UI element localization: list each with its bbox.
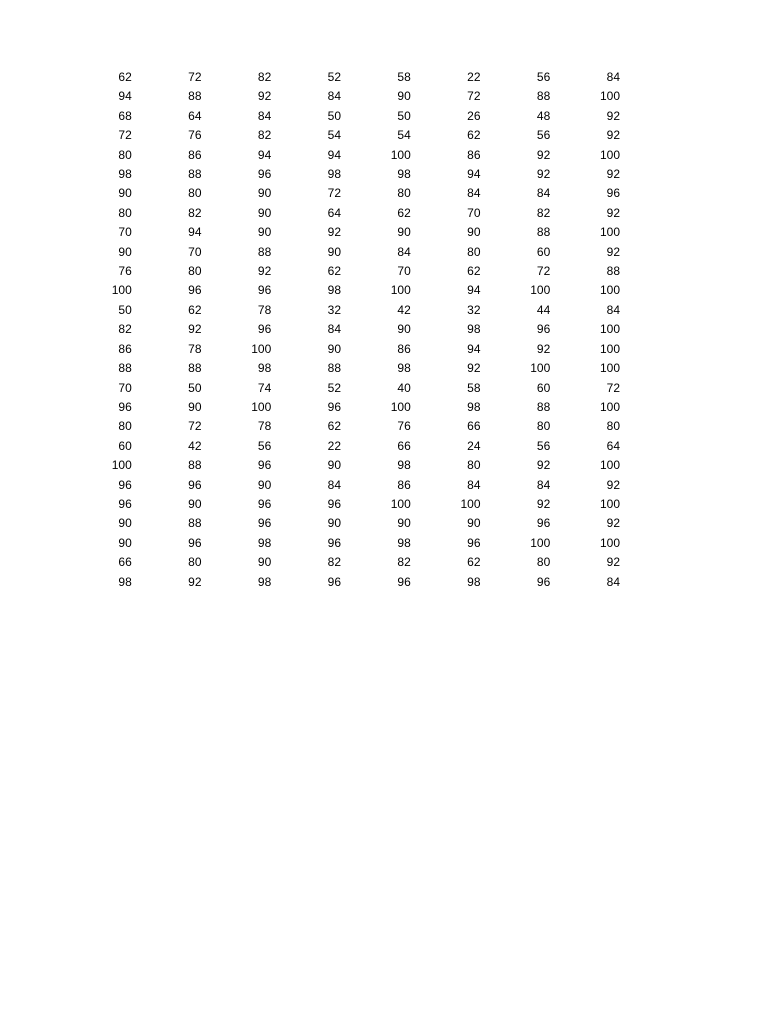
table-cell: 80 (118, 419, 132, 434)
table-cell: 100 (599, 147, 620, 162)
table-cell: 80 (467, 244, 481, 259)
table-cell: 86 (118, 341, 132, 356)
table-cell: 92 (606, 128, 620, 143)
table-cell: 78 (257, 302, 272, 317)
table-cell: 82 (397, 555, 411, 570)
table-cell: 88 (188, 89, 202, 104)
table-row (62, 398, 620, 417)
table-cell: 72 (327, 186, 341, 201)
table-row (62, 262, 620, 281)
table-cell: 84 (327, 477, 341, 492)
table-cell: 66 (118, 555, 132, 570)
table-cell: 100 (460, 496, 481, 511)
table-cell: 100 (599, 341, 620, 356)
data-table (62, 68, 620, 592)
table-cell: 96 (188, 535, 202, 550)
table-cell: 98 (397, 361, 411, 376)
table-cell: 100 (390, 147, 411, 162)
table-row (62, 68, 620, 87)
table-cell: 92 (606, 516, 620, 531)
table-cell: 70 (397, 264, 411, 279)
table-cell: 86 (467, 147, 481, 162)
table-cell: 80 (606, 419, 620, 434)
table-cell: 72 (118, 128, 132, 143)
table-cell: 100 (390, 496, 411, 511)
table-cell: 84 (467, 186, 481, 201)
table-row (62, 573, 620, 592)
table-cell: 92 (257, 89, 272, 104)
table-cell: 100 (599, 89, 620, 104)
table-cell: 72 (606, 380, 620, 395)
table-cell: 54 (327, 128, 341, 143)
table-cell: 90 (467, 516, 481, 531)
table-cell: 90 (257, 477, 272, 492)
table-cell: 52 (327, 70, 341, 84)
table-row (62, 417, 620, 436)
table-row (62, 165, 620, 184)
table-cell: 90 (467, 225, 481, 240)
table-cell: 84 (467, 477, 481, 492)
table-cell: 96 (257, 516, 272, 531)
table-cell: 88 (188, 361, 202, 376)
table-cell: 98 (467, 399, 481, 414)
table-cell: 96 (327, 399, 341, 414)
table-cell: 100 (530, 535, 551, 550)
table-cell: 100 (599, 361, 620, 376)
table-row (62, 146, 620, 165)
table-row (62, 476, 620, 495)
table-cell: 96 (257, 322, 272, 337)
table-cell: 60 (536, 380, 551, 395)
table-row (62, 320, 620, 339)
table-cell: 90 (327, 244, 341, 259)
table-cell: 64 (327, 205, 341, 220)
table-cell: 80 (188, 264, 202, 279)
table-cell: 96 (327, 535, 341, 550)
table-cell: 98 (467, 322, 481, 337)
table-row (62, 379, 620, 398)
table-cell: 100 (599, 225, 620, 240)
table-cell: 62 (118, 70, 132, 84)
table-cell: 82 (327, 555, 341, 570)
table-cell: 84 (257, 108, 272, 123)
table-cell: 64 (606, 438, 620, 453)
table-cell: 90 (397, 225, 411, 240)
table-cell: 82 (257, 70, 272, 84)
table-cell: 96 (606, 186, 620, 201)
table-cell: 32 (327, 302, 341, 317)
table-cell: 50 (188, 380, 202, 395)
table-cell: 56 (536, 128, 551, 143)
table-cell: 42 (397, 302, 411, 317)
table-cell: 60 (118, 438, 132, 453)
table-cell: 70 (118, 380, 132, 395)
table-cell: 22 (467, 70, 481, 84)
table-cell: 92 (188, 574, 202, 589)
table-cell: 88 (188, 516, 202, 531)
table-cell: 98 (327, 167, 341, 182)
table-cell: 62 (397, 205, 411, 220)
table-cell: 48 (536, 108, 551, 123)
table-cell: 98 (257, 535, 272, 550)
table-row (62, 126, 620, 145)
table-cell: 92 (536, 167, 551, 182)
table-cell: 62 (327, 419, 341, 434)
table-cell: 84 (397, 244, 411, 259)
table-row (62, 301, 620, 320)
table-cell: 44 (536, 302, 551, 317)
table-cell: 84 (327, 89, 341, 104)
table-cell: 58 (397, 70, 411, 84)
table-cell: 92 (467, 361, 481, 376)
table-cell: 90 (397, 89, 411, 104)
table-cell: 78 (257, 419, 272, 434)
table-cell: 96 (188, 283, 202, 298)
table-cell: 98 (118, 167, 132, 182)
table-cell: 90 (327, 458, 341, 473)
table-cell: 50 (118, 302, 132, 317)
table-cell: 100 (111, 458, 132, 473)
table-cell: 50 (327, 108, 341, 123)
table-cell: 80 (118, 147, 132, 162)
table-cell: 88 (257, 244, 272, 259)
table-cell: 86 (397, 341, 411, 356)
table-cell: 90 (397, 516, 411, 531)
table-cell: 70 (118, 225, 132, 240)
table-cell: 76 (118, 264, 132, 279)
table-cell: 64 (188, 108, 202, 123)
table-cell: 96 (118, 496, 132, 511)
table-cell: 62 (188, 302, 202, 317)
table-cell: 96 (536, 516, 551, 531)
table-row (62, 223, 620, 242)
table-cell: 100 (251, 399, 272, 414)
table-cell: 90 (257, 186, 272, 201)
table-cell: 96 (327, 496, 341, 511)
table-cell: 62 (327, 264, 341, 279)
table-cell: 80 (118, 205, 132, 220)
table-cell: 80 (188, 555, 202, 570)
table-cell: 82 (257, 128, 272, 143)
table-cell: 88 (327, 361, 341, 376)
table-cell: 24 (467, 438, 481, 453)
table-cell: 90 (397, 322, 411, 337)
table-cell: 94 (467, 167, 481, 182)
table-cell: 92 (536, 147, 551, 162)
table-cell: 92 (327, 225, 341, 240)
table-cell: 100 (530, 283, 551, 298)
table-row (62, 243, 620, 262)
table-cell: 82 (188, 205, 202, 220)
table-cell: 100 (599, 496, 620, 511)
table-cell: 94 (118, 89, 132, 104)
table-cell: 58 (467, 380, 481, 395)
table-cell: 100 (599, 399, 620, 414)
table-cell: 96 (467, 535, 481, 550)
table-cell: 66 (467, 419, 481, 434)
table-cell: 80 (536, 419, 551, 434)
table-cell: 82 (118, 322, 132, 337)
table-cell: 98 (397, 535, 411, 550)
table-cell: 72 (188, 419, 202, 434)
table-cell: 88 (536, 225, 551, 240)
table-cell: 96 (536, 574, 551, 589)
table-cell: 52 (327, 380, 341, 395)
table-cell: 98 (257, 361, 272, 376)
table-cell: 84 (606, 574, 620, 589)
table-cell: 100 (599, 322, 620, 337)
table-cell: 92 (536, 458, 551, 473)
table-cell: 100 (390, 283, 411, 298)
table-cell: 76 (397, 419, 411, 434)
table-cell: 98 (327, 283, 341, 298)
table-cell: 92 (606, 167, 620, 182)
table-cell: 50 (397, 108, 411, 123)
table-cell: 94 (257, 147, 272, 162)
table-cell: 94 (188, 225, 202, 240)
table-cell: 90 (327, 341, 341, 356)
table-cell: 90 (327, 516, 341, 531)
table-row (62, 553, 620, 572)
table-cell: 80 (188, 186, 202, 201)
table-cell: 84 (536, 186, 551, 201)
table-row (62, 359, 620, 378)
table-cell: 70 (188, 244, 202, 259)
table-cell: 80 (467, 458, 481, 473)
table-row (62, 456, 620, 475)
table-cell: 96 (257, 496, 272, 511)
table-cell: 70 (467, 205, 481, 220)
table-cell: 98 (397, 458, 411, 473)
table-cell: 56 (536, 70, 551, 84)
table-cell: 54 (397, 128, 411, 143)
table-cell: 96 (118, 477, 132, 492)
table-cell: 96 (118, 399, 132, 414)
table-cell: 96 (188, 477, 202, 492)
table-cell: 86 (188, 147, 202, 162)
table-row (62, 437, 620, 456)
table-body (62, 68, 620, 592)
table-cell: 60 (536, 244, 551, 259)
table-cell: 82 (536, 205, 551, 220)
table-cell: 90 (118, 535, 132, 550)
table-cell: 92 (188, 322, 202, 337)
table-cell: 96 (257, 167, 272, 182)
table-cell: 90 (188, 496, 202, 511)
table-cell: 92 (606, 477, 620, 492)
table-cell: 62 (467, 555, 481, 570)
table-cell: 88 (188, 458, 202, 473)
table-cell: 80 (536, 555, 551, 570)
table-cell: 96 (257, 283, 272, 298)
table-cell: 88 (188, 167, 202, 182)
table-row (62, 534, 620, 553)
table-cell: 100 (111, 283, 132, 298)
table-cell: 88 (536, 399, 551, 414)
table-cell: 92 (606, 555, 620, 570)
table-row (62, 281, 620, 300)
table-cell: 92 (606, 108, 620, 123)
table-cell: 62 (467, 264, 481, 279)
table-cell: 42 (188, 438, 202, 453)
table-cell: 26 (467, 108, 481, 123)
table-cell: 78 (188, 341, 202, 356)
table-cell: 92 (257, 264, 272, 279)
table-cell: 22 (327, 438, 341, 453)
table-cell: 84 (536, 477, 551, 492)
table-cell: 98 (257, 574, 272, 589)
table-row (62, 184, 620, 203)
table-cell: 96 (536, 322, 551, 337)
table-cell: 96 (397, 574, 411, 589)
table-row (62, 340, 620, 359)
table-cell: 68 (118, 108, 132, 123)
table-cell: 90 (118, 244, 132, 259)
table-row (62, 204, 620, 223)
table-cell: 88 (118, 361, 132, 376)
table-cell: 100 (251, 341, 272, 356)
table-cell: 92 (536, 496, 551, 511)
table-cell: 32 (467, 302, 481, 317)
table-cell: 96 (257, 458, 272, 473)
table-cell: 94 (467, 283, 481, 298)
table-cell: 100 (599, 458, 620, 473)
table-cell: 92 (606, 205, 620, 220)
table-cell: 84 (606, 302, 620, 317)
table-cell: 40 (397, 380, 411, 395)
table-cell: 84 (606, 70, 620, 84)
table-cell: 92 (536, 341, 551, 356)
table-row (62, 107, 620, 126)
table-cell: 90 (118, 516, 132, 531)
table-cell: 80 (397, 186, 411, 201)
table-cell: 88 (606, 264, 620, 279)
table-cell: 96 (327, 574, 341, 589)
table-cell: 88 (536, 89, 551, 104)
table-cell: 62 (467, 128, 481, 143)
table-cell: 100 (599, 283, 620, 298)
table-cell: 92 (606, 244, 620, 259)
table-cell: 90 (257, 225, 272, 240)
table-cell: 98 (467, 574, 481, 589)
table-cell: 72 (536, 264, 551, 279)
spreadsheet-page (62, 68, 620, 592)
table-cell: 90 (118, 186, 132, 201)
table-row (62, 87, 620, 106)
table-cell: 86 (397, 477, 411, 492)
table-cell: 90 (188, 399, 202, 414)
table-cell: 98 (118, 574, 132, 589)
table-cell: 84 (327, 322, 341, 337)
table-cell: 56 (536, 438, 551, 453)
table-cell: 94 (467, 341, 481, 356)
table-row (62, 514, 620, 533)
table-cell: 94 (327, 147, 341, 162)
table-cell: 74 (257, 380, 272, 395)
table-cell: 56 (257, 438, 272, 453)
table-cell: 90 (257, 205, 272, 220)
table-cell: 98 (397, 167, 411, 182)
table-cell: 76 (188, 128, 202, 143)
table-cell: 72 (188, 70, 202, 84)
table-cell: 72 (467, 89, 481, 104)
table-cell: 100 (530, 361, 551, 376)
table-cell: 90 (257, 555, 272, 570)
table-cell: 100 (599, 535, 620, 550)
table-cell: 66 (397, 438, 411, 453)
table-row (62, 495, 620, 514)
table-cell: 100 (390, 399, 411, 414)
